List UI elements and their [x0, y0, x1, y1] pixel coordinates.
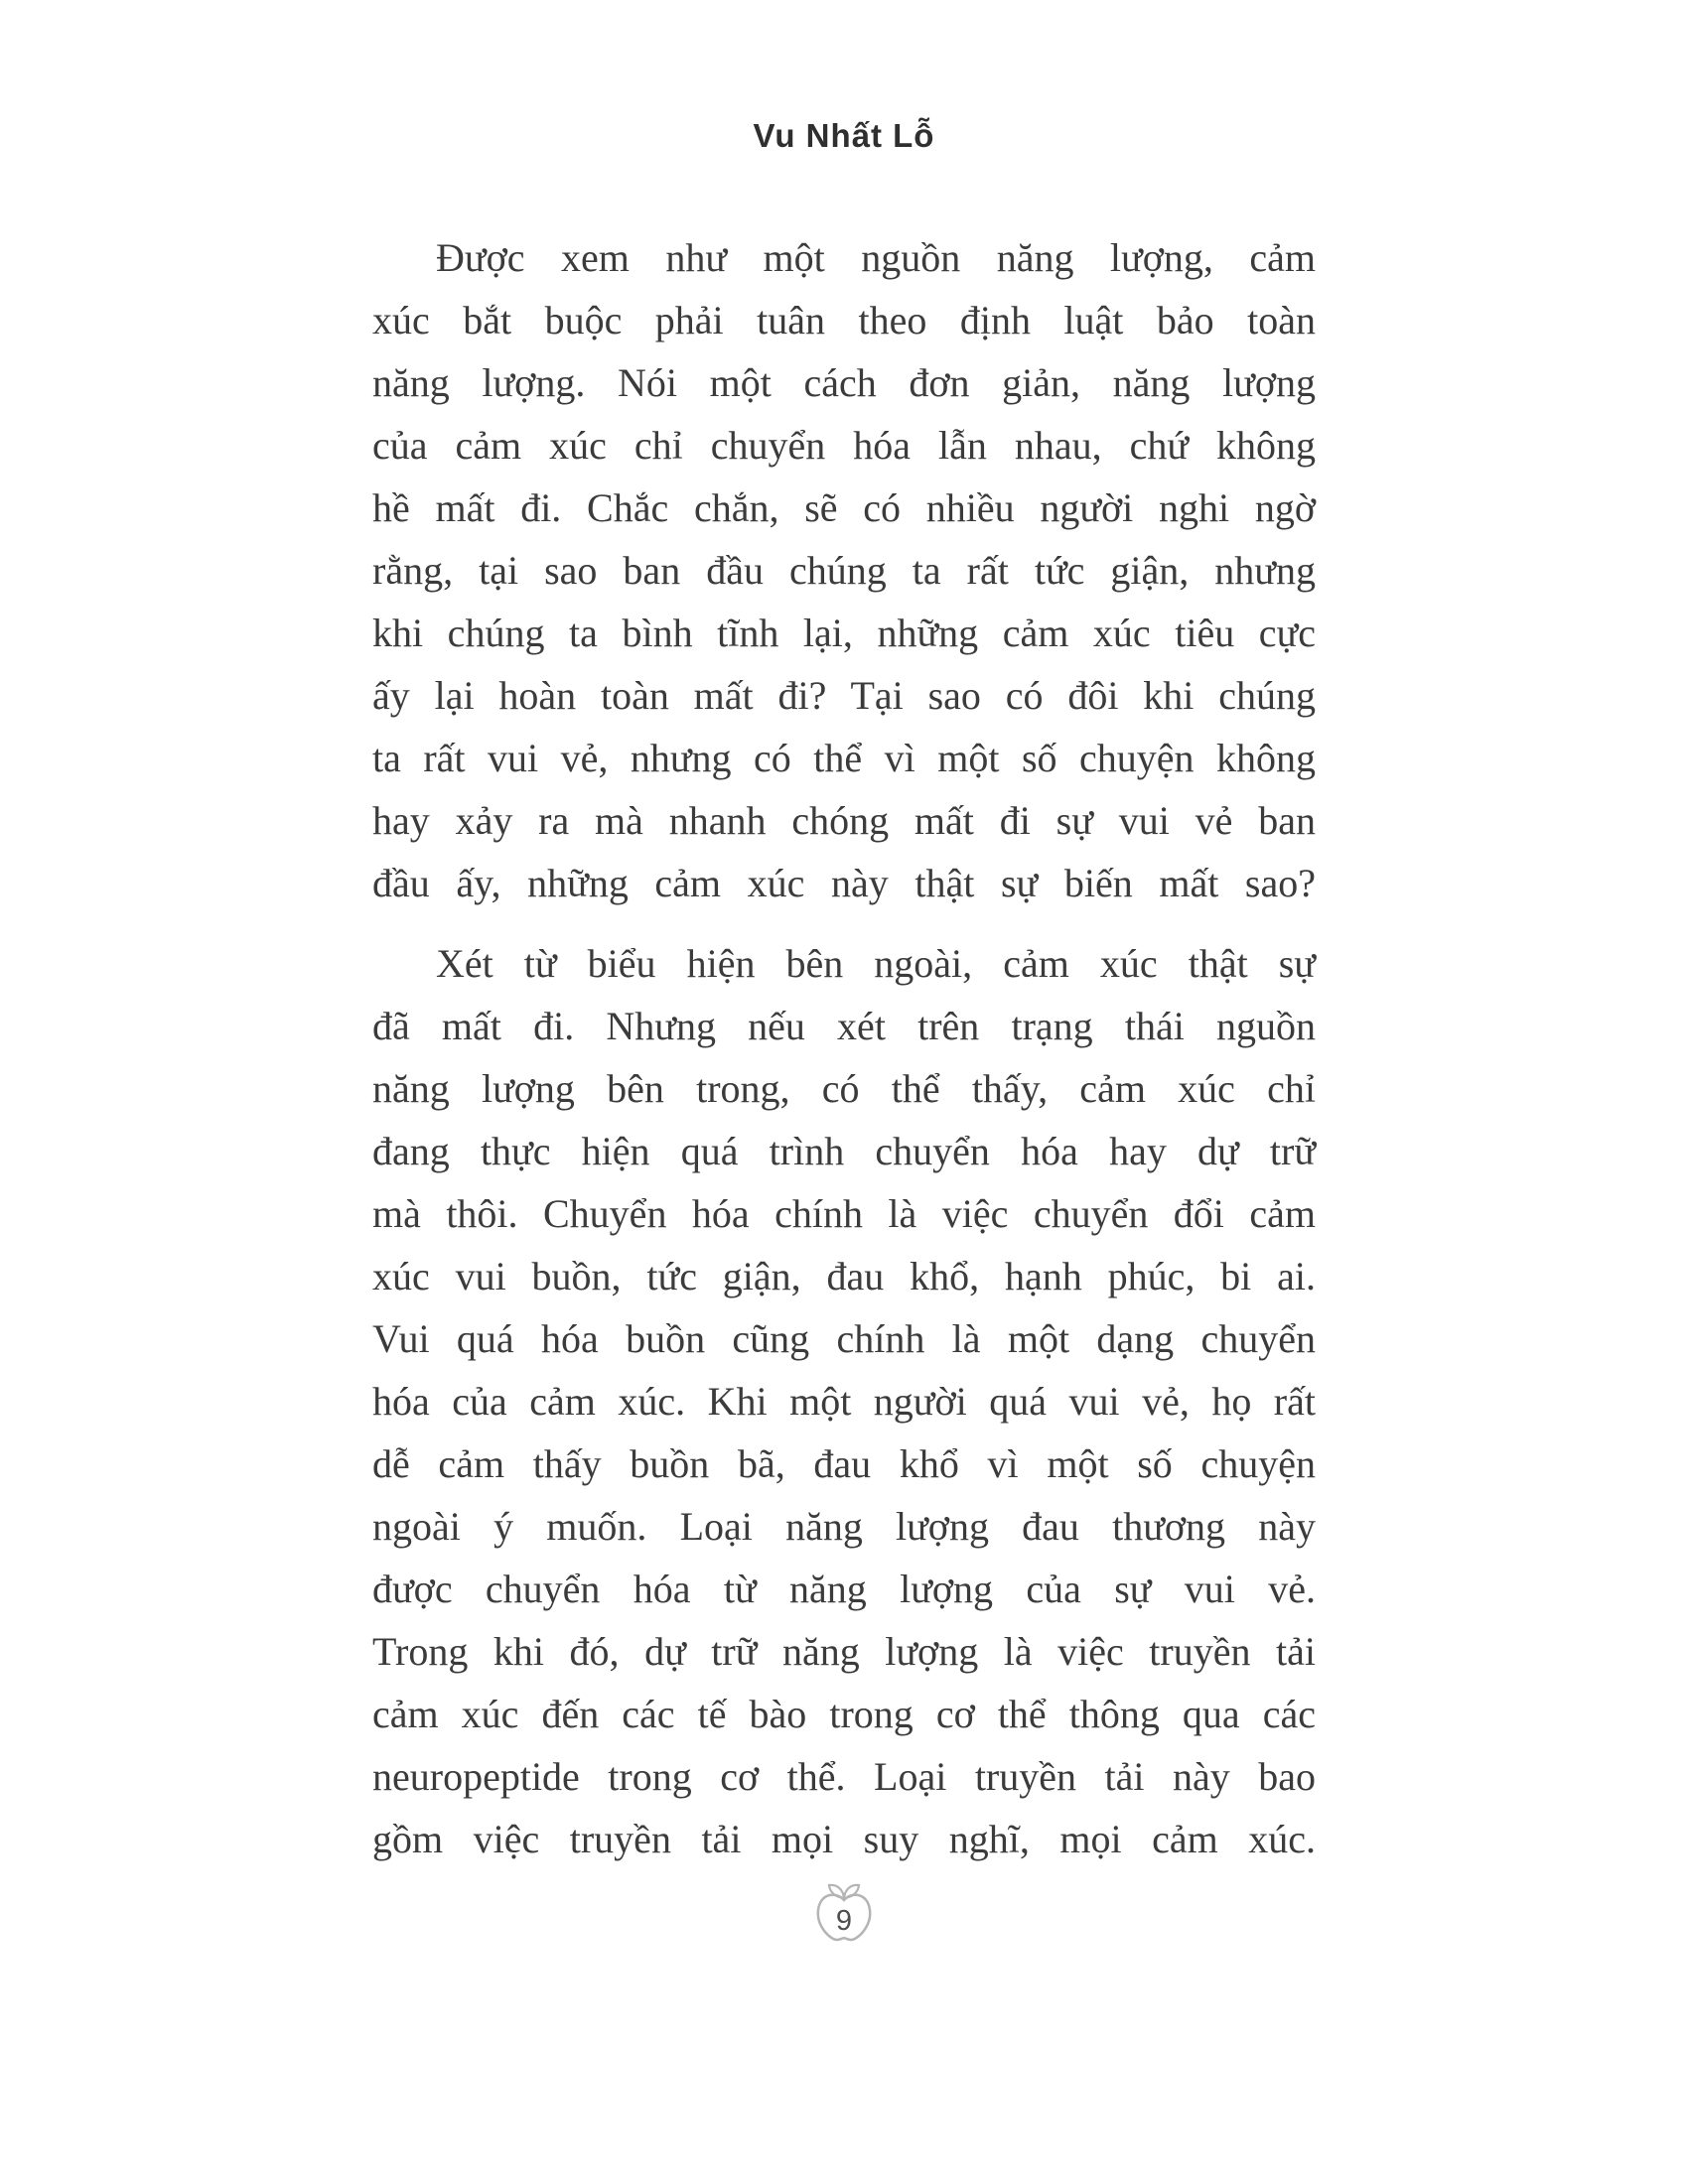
page-header-title: Vu Nhất Lỗ — [753, 117, 935, 154]
text-line: dễ cảm thấy buồn bã, đau khổ vì một số chuyện — [372, 1441, 1316, 1486]
text-line: ngoài ý muốn. Loại năng lượng đau thương này — [372, 1504, 1316, 1549]
text-line: đã mất đi. Nhưng nếu xét trên trạng thái nguồn — [372, 1004, 1316, 1048]
text-line: hay xảy ra mà nhanh chóng mất đi sự vui vẻ ban — [372, 798, 1316, 843]
page-footer — [0, 1874, 1688, 1958]
text-line: Xét từ biểu hiện bên ngoài, cảm xúc thật sự — [436, 941, 1316, 986]
text-line: đang thực hiện quá trình chuyển hóa hay dự trữ — [372, 1129, 1316, 1173]
text-line: được chuyển hóa từ năng lượng của sự vui vẻ. — [372, 1567, 1316, 1611]
text-line: cảm xúc đến các tế bào trong cơ thể thông qua các — [372, 1692, 1316, 1736]
text-line: Được xem như một nguồn năng lượng, cảm — [436, 235, 1316, 280]
text-block — [372, 226, 1316, 1870]
paragraph — [372, 226, 1316, 914]
text-line: rằng, tại sao ban đầu chúng ta rất tức giận, nhưng — [372, 548, 1316, 593]
text-line: năng lượng bên trong, có thể thấy, cảm xúc chỉ — [372, 1066, 1316, 1111]
text-line: xúc bắt buộc phải tuân theo định luật bảo toàn — [372, 298, 1316, 342]
page-number: 9 — [835, 1905, 853, 1937]
text-line: hóa của cảm xúc. Khi một người quá vui vẻ, họ rất — [372, 1379, 1316, 1424]
text-line: mà thôi. Chuyển hóa chính là việc chuyển đổi cảm — [372, 1191, 1316, 1236]
text-line: hề mất đi. Chắc chắn, sẽ có nhiều người nghi ngờ — [372, 485, 1316, 530]
text-line: xúc vui buồn, tức giận, đau khổ, hạnh phúc, bi ai. — [372, 1254, 1316, 1298]
text-line: Trong khi đó, dự trữ năng lượng là việc truyền tải — [372, 1629, 1316, 1674]
page-number-badge — [806, 1874, 882, 1958]
text-line: ta rất vui vẻ, nhưng có thể vì một số chuyện không — [372, 736, 1316, 780]
text-line: ấy lại hoàn toàn mất đi? Tại sao có đôi khi chúng — [372, 673, 1316, 718]
paragraph — [372, 932, 1316, 1870]
text-line: neuropeptide trong cơ thể. Loại truyền tải này bao — [372, 1754, 1316, 1799]
text-line: khi chúng ta bình tĩnh lại, những cảm xúc tiêu cực — [372, 611, 1316, 655]
text-line: gồm việc truyền tải mọi suy nghĩ, mọi cảm xúc. — [372, 1817, 1316, 1861]
text-line: năng lượng. Nói một cách đơn giản, năng lượng — [372, 360, 1316, 405]
text-line: của cảm xúc chỉ chuyển hóa lẫn nhau, chứ không — [372, 423, 1316, 468]
text-line: đầu ấy, những cảm xúc này thật sự biến mất sao? — [372, 861, 1316, 905]
text-line: Vui quá hóa buồn cũng chính là một dạng chuyển — [372, 1316, 1316, 1361]
